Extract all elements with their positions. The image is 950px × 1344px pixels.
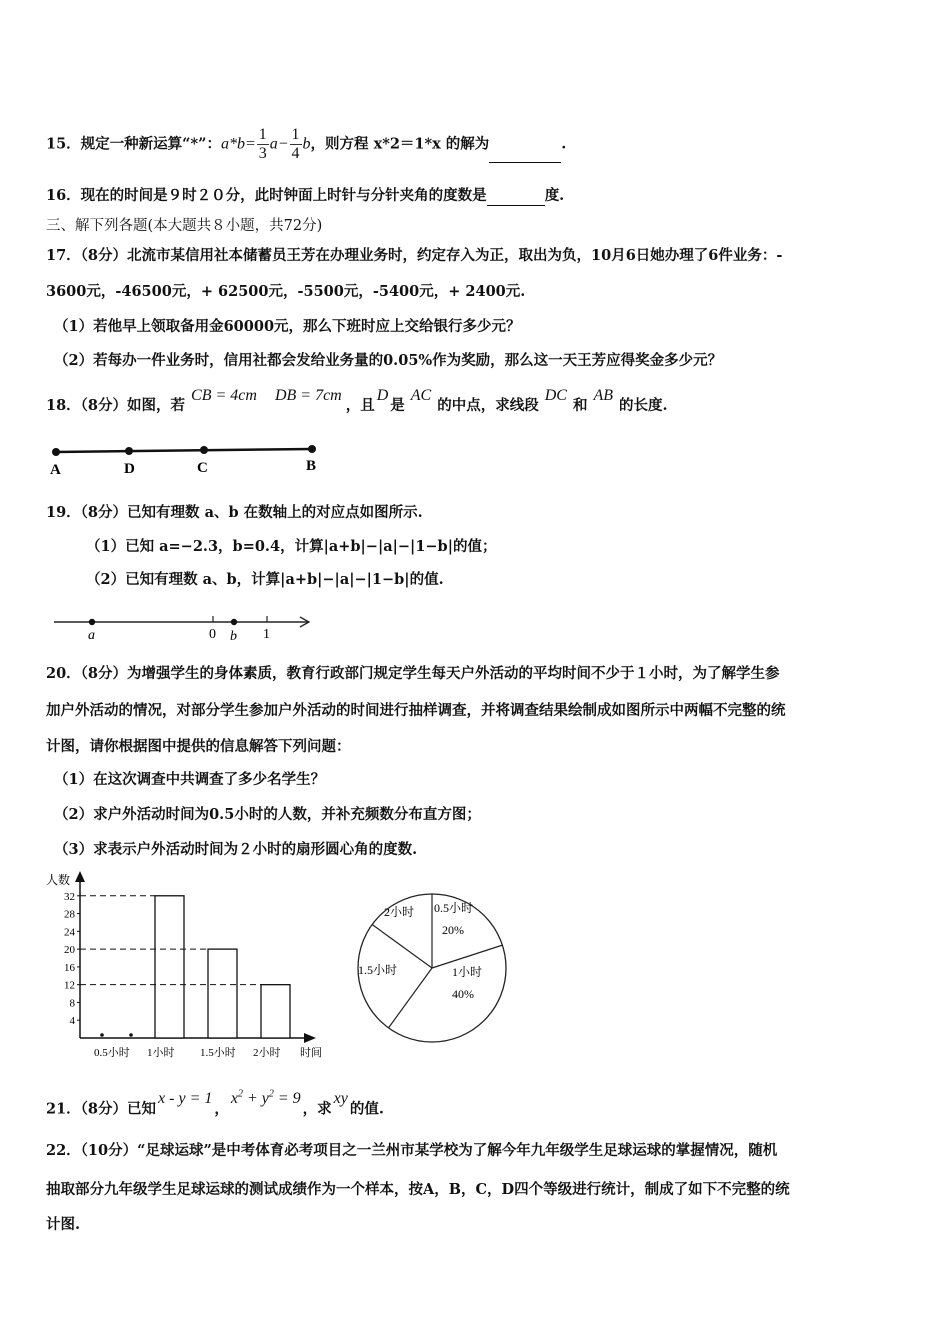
label-a: a: [88, 628, 95, 643]
q20-sub2: （2）求户外活动时间为0.5小时的人数，并补充频数分布直方图；: [54, 806, 481, 823]
y-ticks: [64, 891, 80, 1027]
q17-sub1: （1）若他早上领取备用金60000元，那么下班时应上交给银行多少元？: [54, 318, 521, 335]
q15-fraction-1: [257, 126, 269, 163]
histogram-bar: [261, 985, 290, 1038]
q22-line3: 计图.: [46, 1216, 81, 1233]
q18-mid1: ，且: [345, 397, 375, 414]
q18-cb: CB = 4cm: [191, 387, 257, 404]
question-21: [46, 1089, 384, 1119]
q18-prefix: 18．（8分）如图，若: [46, 397, 186, 414]
q15-fraction-2: [290, 126, 302, 163]
y-tick-label: 4: [69, 1015, 75, 1028]
q21-sep: ，: [214, 1100, 229, 1118]
q18-and: 和: [572, 397, 588, 414]
point-a-dot: [89, 619, 95, 625]
q21-comma: ，求: [302, 1100, 332, 1118]
pie-slice-boundary: [372, 925, 432, 968]
q15-b: b: [302, 135, 311, 153]
histogram-bar: [208, 949, 237, 1038]
q17-line2: 3600元，-46500元，+ 62500元，-5500元，-5400元，+ 2400元.: [46, 283, 526, 300]
point-b-dot: [231, 619, 237, 625]
q18-mid2: 的中点，求线段: [437, 397, 539, 414]
question-16: [46, 186, 564, 206]
slice-label-1-5h: 1.5小时: [358, 963, 398, 977]
section-3-heading: 三、解下列各题(本大题共８小题，共72分): [46, 218, 323, 234]
q21-eq2-mid: + y: [242, 1090, 269, 1108]
x-axis-label: 时间: [300, 1047, 322, 1059]
slice-label-1h: 1小时: [452, 965, 483, 979]
point-d-label: D: [124, 461, 135, 477]
q21-eq2: [231, 1090, 301, 1107]
q21-prefix: 21．（8分）已知: [46, 1100, 157, 1118]
y-axis-arrow: [75, 871, 85, 882]
q18-db: DB = 7cm: [274, 387, 342, 404]
q18-d: D: [376, 387, 389, 404]
pie-chart: [352, 888, 512, 1048]
point-a-label: A: [50, 462, 61, 478]
y-tick-label: 24: [64, 926, 75, 939]
q15-mid: a−: [269, 135, 289, 153]
q15-ab: a*b=: [220, 135, 256, 153]
q21-sup-x: 2: [237, 1089, 243, 1100]
q21-xy: xy: [333, 1090, 348, 1108]
q21-end: 的值.: [349, 1100, 384, 1118]
point-a-dot: [52, 448, 60, 456]
missing-bar-marker: [100, 1033, 104, 1037]
y-tick-label: 32: [64, 890, 75, 903]
q21-sup-y: 2: [268, 1089, 274, 1100]
question-18: [46, 387, 668, 416]
category-label: 2小时: [253, 1047, 281, 1059]
q16-answer-blank[interactable]: [487, 189, 545, 206]
q17-line1: 17．（8分）北流市某信用社本储蓄员王芳在办理业务时，约定存入为正，取出为负，10月6日她办理了6件业务：-: [46, 247, 783, 264]
y-tick-label: 20: [64, 944, 75, 957]
q20-line2: 加户外活动的情况，对部分学生参加户外活动的时间进行抽样调查，并将调查结果绘制成如图所示中两幅不完整的统: [46, 702, 786, 719]
question-15: [46, 126, 566, 163]
q18-dc: DC: [544, 387, 567, 404]
q18-is: 是: [390, 397, 405, 414]
label-b: b: [230, 629, 237, 644]
y-tick-label: 8: [69, 997, 75, 1010]
q17-sub2: （2）若每办一件业务时，信用社都会发给业务量的0.05%作为奖励，那么这一天王芳应得奖金多少元？: [54, 352, 723, 369]
q18-ab: AB: [593, 387, 614, 404]
bars: [80, 896, 290, 1038]
slice-label-2h: 2小时: [384, 905, 415, 919]
category-label: 0.5小时: [94, 1047, 130, 1059]
q21-eq2-end: = 9: [273, 1090, 301, 1108]
y-tick-label: 28: [64, 908, 75, 921]
slice-label-0-5h: 0.5小时: [434, 901, 474, 915]
q15-prefix: 15．规定一种新运算“*”：: [46, 135, 221, 153]
histogram-chart: [40, 868, 340, 1068]
segment-line: [56, 449, 312, 452]
x-axis-arrow: [304, 1033, 316, 1043]
q16-text: 16．现在的时间是９时２０分，此时钟面上时针与分针夹角的度数是: [46, 187, 487, 204]
category-labels: [94, 1045, 281, 1059]
q15-end: .: [561, 135, 567, 153]
label-one: 1: [263, 627, 270, 642]
slice-value-0-5h: 20%: [442, 923, 464, 937]
q20-sub1: （1）在这次调查中共调查了多少名学生？: [54, 771, 326, 788]
q15-f1-den: 3: [258, 145, 267, 162]
q18-end: 的长度.: [619, 397, 668, 414]
q15-suffix: ，则方程 x*2＝1*x 的解为: [310, 135, 490, 153]
q20-line1: 20．（8分）为增强学生的身体素质，教育行政部门规定学生每天户外活动的平均时间不少于１小时，为了解学生参: [46, 665, 780, 682]
q21-eq2-x: x: [230, 1090, 238, 1108]
q19-sub2: （2）已知有理数 a、b，计算|a+b|−|a|−|1−b|的值.: [86, 571, 444, 588]
category-label: 1小时: [147, 1047, 175, 1059]
label-zero: 0: [209, 627, 216, 642]
y-tick-label: 12: [64, 979, 75, 992]
q20-line3: 计图，请你根据图中提供的信息解答下列问题：: [46, 738, 351, 755]
q22-line2: 抽取部分九年级学生足球运球的测试成绩作为一个样本，按A，B，C，D四个等级进行统计，制成了如下不完整的统: [46, 1181, 790, 1198]
point-b-dot: [308, 445, 316, 453]
q20-sub3: （3）求表示户外活动时间为２小时的扇形圆心角的度数.: [54, 841, 418, 858]
q15-f2-num: 1: [291, 126, 300, 143]
q15-f1-num: 1: [258, 126, 267, 143]
histogram-bar: [155, 896, 184, 1038]
q21-eq1: x - y = 1: [158, 1090, 213, 1108]
point-c-dot: [200, 446, 208, 454]
q19-line1: 19．（8分）已知有理数 a、b 在数轴上的对应点如图所示.: [46, 504, 423, 521]
y-tick-label: 16: [64, 961, 75, 974]
q19-sub1: （1）已知 a=−2.3，b=0.4，计算|a+b|−|a|−|1−b|的值；: [86, 538, 497, 555]
point-b-label: B: [306, 458, 317, 474]
q15-answer-blank[interactable]: [489, 146, 561, 163]
q18-ac: AC: [410, 387, 432, 404]
q16-end: 度.: [544, 187, 565, 204]
q22-line1: 22．（10分）“足球运球”是中考体育必考项目之一兰州市某学校为了解今年九年级学生足球运球的掌握情况，随机: [46, 1142, 778, 1159]
q15-f2-den: 4: [291, 145, 300, 162]
point-d-dot: [125, 447, 133, 455]
q19-number-line: [52, 610, 322, 646]
q18-segment-figure: [44, 440, 334, 480]
category-label: 1.5小时: [200, 1047, 236, 1059]
point-c-label: C: [197, 460, 208, 476]
slice-value-1h: 40%: [452, 987, 474, 1001]
missing-bar-marker: [129, 1033, 133, 1037]
y-axis-label: 人数: [46, 873, 71, 887]
